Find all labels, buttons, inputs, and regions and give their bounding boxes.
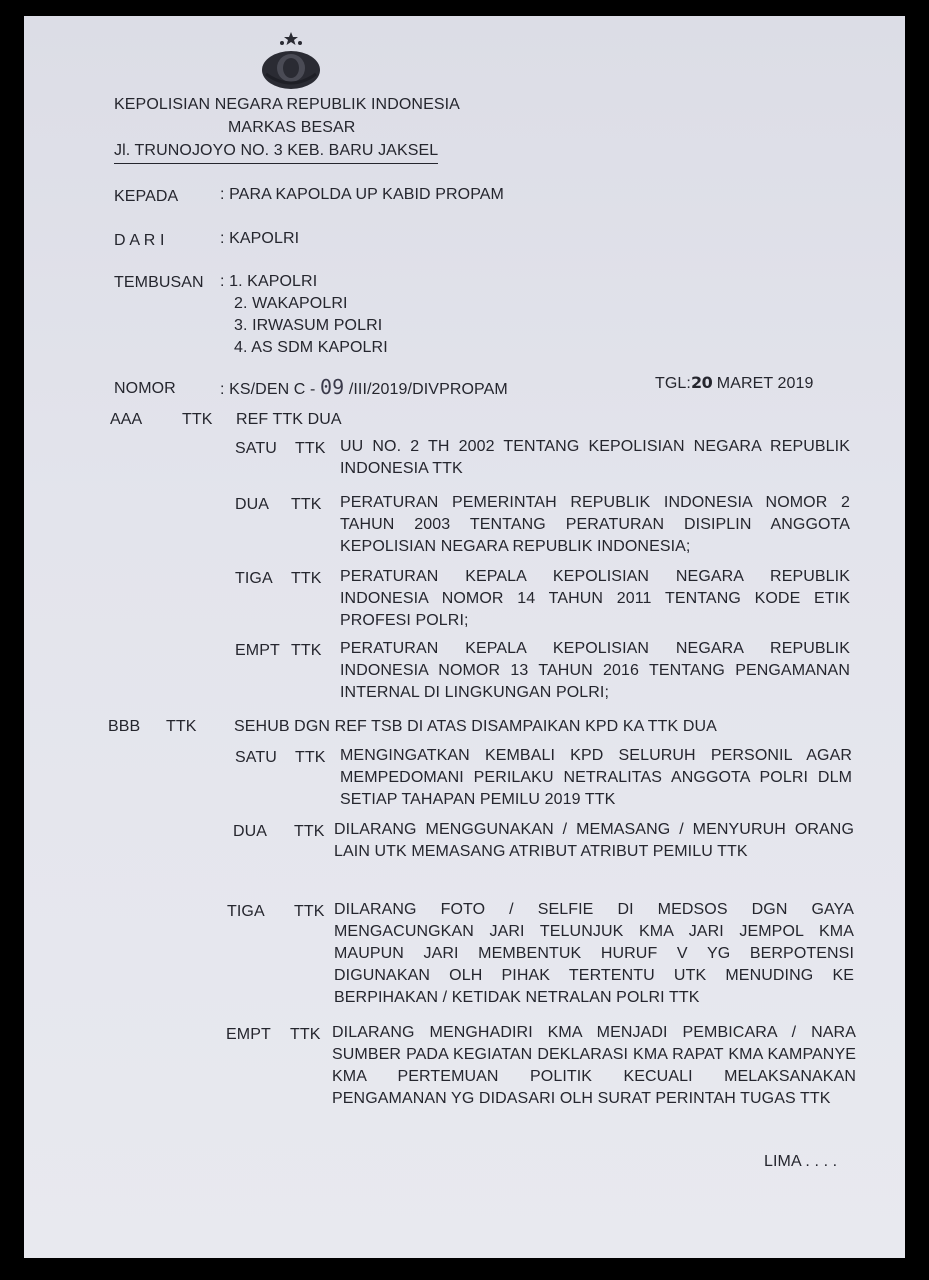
list-item-ttk: TTK <box>290 1026 321 1043</box>
list-item-ttk: TTK <box>291 496 322 513</box>
list-item-ttk: TTK <box>295 749 326 766</box>
list-item-text: PERATURAN KEPALA KEPOLISIAN NEGARA REPUBLIK INDONESIA NOMOR 13 TAHUN 2016 TENTANG PENGAMANAN INTERNAL DI LINGKUNGAN POLRI; <box>340 640 850 701</box>
tembusan-item: 3. IRWASUM POLRI <box>234 317 383 334</box>
police-emblem-icon <box>260 30 322 92</box>
list-item-text: DILARANG MENGGUNAKAN / MEMASANG / MENYURUH ORANG LAIN UTK MEMASANG ATRIBUT ATRIBUT PEMILU TTK <box>334 821 854 860</box>
section-b-ttk: TTK <box>166 718 197 735</box>
list-item-text: UU NO. 2 TH 2002 TENTANG KEPOLISIAN NEGARA REPUBLIK INDONESIA TTK <box>340 438 850 477</box>
list-item-number: DUA <box>235 496 270 513</box>
list-item-number: TIGA <box>235 570 273 587</box>
tembusan-item: 4. AS SDM KAPOLRI <box>234 339 388 356</box>
tembusan-item: 2. WAKAPOLRI <box>234 295 348 312</box>
section-a-label: AAA <box>110 411 143 428</box>
kepada-value: : PARA KAPOLDA UP KABID PROPAM <box>220 186 504 203</box>
nomor-suffix: /III/2019/DIVPROPAM <box>348 381 508 398</box>
dari-value: : KAPOLRI <box>220 230 300 247</box>
address-line: Jl. TRUNOJOYO NO. 3 KEB. BARU JAKSEL <box>114 140 438 164</box>
section-b-label: BBB <box>108 718 141 735</box>
section-a-ttk: TTK <box>182 411 213 428</box>
date-handwritten-day: 20 <box>690 373 713 392</box>
list-item-number: DUA <box>233 823 268 840</box>
list-item-number: EMPT <box>226 1026 271 1043</box>
list-item-number: SATU <box>235 749 277 766</box>
list-item-text: MENGINGATKAN KEMBALI KPD SELURUH PERSONIL AGAR MEMPEDOMANI PERILAKU NETRALITAS ANGGOTA POLRI DLM SETIAP TAHAPAN PEMILU 2019 TTK <box>340 747 852 808</box>
tembusan-label: TEMBUSAN <box>114 274 204 291</box>
dari-label: D A R I <box>114 232 165 249</box>
list-item-text: PERATURAN KEPALA KEPOLISIAN NEGARA REPUBLIK INDONESIA NOMOR 14 TAHUN 2011 TENTANG KODE ETIK PROFESI POLRI; <box>340 568 850 629</box>
list-item-number: EMPT <box>235 642 280 659</box>
nomor-label: NOMOR <box>114 380 176 397</box>
date-line <box>655 372 814 395</box>
list-item-ttk: TTK <box>291 570 322 587</box>
date-month-year: MARET 2019 <box>716 375 814 392</box>
list-item-ttk: TTK <box>295 440 326 457</box>
kepada-label: KEPADA <box>114 188 179 205</box>
headquarters-label: MARKAS BESAR <box>228 119 356 136</box>
nomor-prefix: : KS/DEN C - <box>220 381 316 398</box>
organization-name: KEPOLISIAN NEGARA REPUBLIK INDONESIA <box>114 96 460 113</box>
list-item-number: SATU <box>235 440 277 457</box>
nomor-value <box>220 376 508 401</box>
list-item-text: DILARANG MENGHADIRI KMA MENJADI PEMBICARA / NARA SUMBER PADA KEGIATAN DEKLARASI KMA RAPAT KMA KAMPANYE KMA PERTEMUAN POLITIK KECUALI MELAKSANAKAN PENGAMANAN YG DIDASARI OLH SURAT PERINTAH TUGAS TTK <box>332 1024 856 1107</box>
section-a-intro: REF TTK DUA <box>236 411 342 428</box>
tembusan-item: : 1. KAPOLRI <box>220 273 318 290</box>
list-item-number: TIGA <box>227 903 265 920</box>
nomor-handwritten: 09 <box>319 375 345 399</box>
list-item-ttk: TTK <box>294 823 325 840</box>
continuation-marker: LIMA . . . . <box>764 1153 838 1170</box>
date-label: TGL: <box>655 375 691 392</box>
list-item-ttk: TTK <box>291 642 322 659</box>
list-item-ttk: TTK <box>294 903 325 920</box>
list-item-text: PERATURAN PEMERINTAH REPUBLIK INDONESIA NOMOR 2 TAHUN 2003 TENTANG PERATURAN DISIPLIN ANGGOTA KEPOLISIAN NEGARA REPUBLIK INDONESIA; <box>340 494 850 555</box>
document-page <box>24 16 905 1258</box>
list-item-text: DILARANG FOTO / SELFIE DI MEDSOS DGN GAYA MENGACUNGKAN JARI TELUNJUK KMA JARI JEMPOL KMA MAUPUN JARI MEMBENTUK HURUF V YG BERPOTENSI DIGUNAKAN OLH PIHAK TERTENTU UTK MENUDING KE BERPIHAKAN / KETIDAK NETRALAN POLRI TTK <box>334 901 854 1006</box>
section-b-intro: SEHUB DGN REF TSB DI ATAS DISAMPAIKAN KPD KA TTK DUA <box>234 718 717 735</box>
